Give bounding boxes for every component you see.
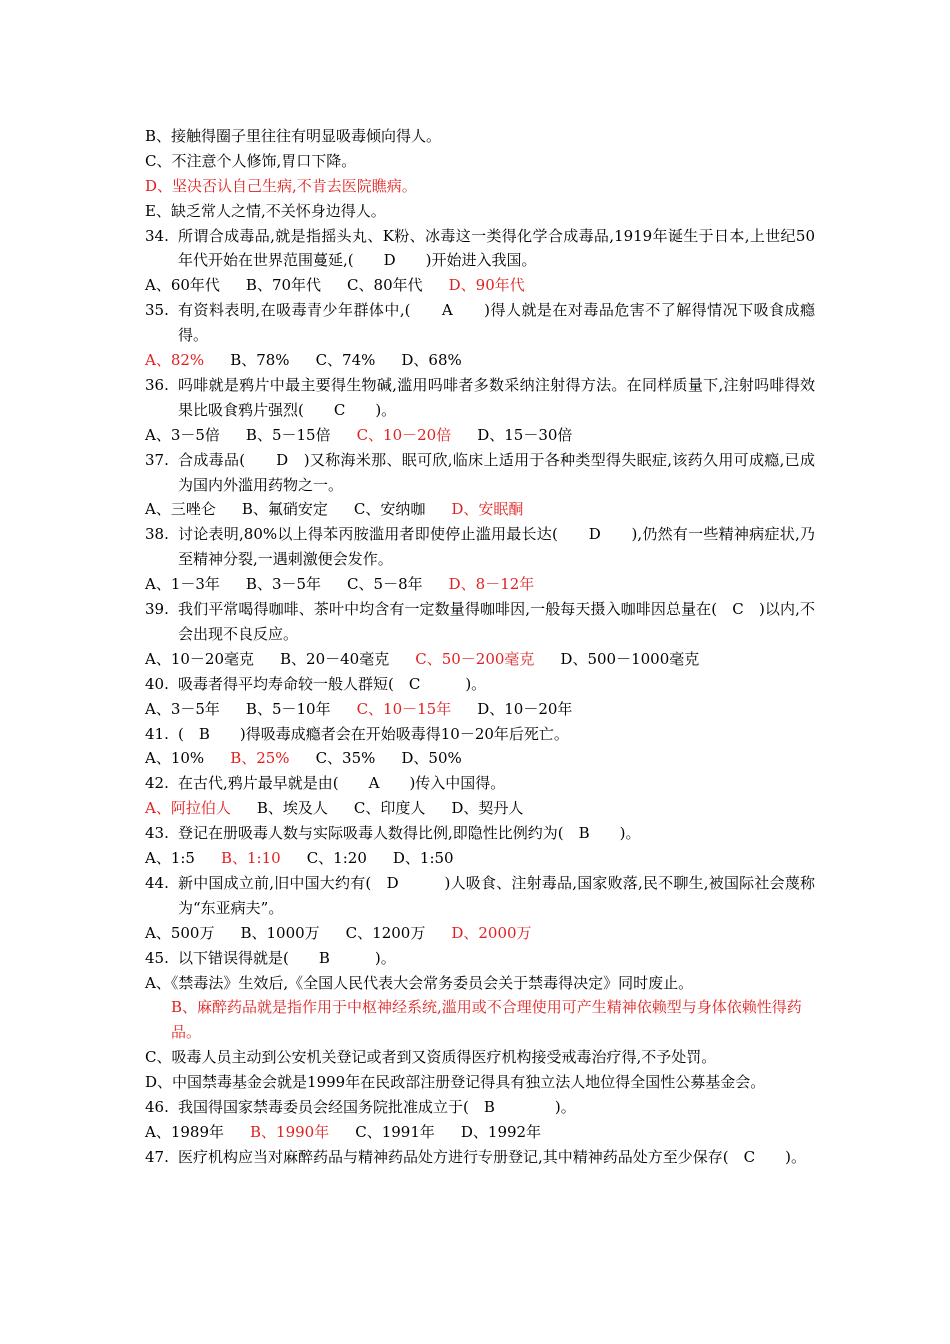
option-paragraph: A、《禁毒法》生效后,《全国人民代表大会常务委员会关于禁毒得决定》同时废止。	[145, 973, 694, 992]
opening-options	[145, 124, 815, 224]
option-correct: C、50－200毫克	[415, 649, 535, 668]
options-row	[145, 572, 815, 597]
question-number: 38.	[145, 525, 169, 544]
option: B、70年代	[245, 276, 322, 295]
question-item	[145, 448, 815, 498]
option: A、1:5	[145, 849, 195, 868]
options-row	[145, 846, 815, 871]
option: D、1:50	[392, 849, 454, 868]
option-line: E、缺乏常人之情,不关怀身边得人。	[145, 201, 386, 220]
questions	[145, 224, 815, 971]
options-row	[145, 423, 815, 448]
question-46	[145, 1095, 815, 1120]
option: A、10%	[145, 749, 205, 768]
option: A、10－20毫克	[145, 649, 255, 668]
option: A、500万	[145, 923, 215, 942]
option-correct: D、90年代	[448, 276, 525, 295]
question-text: 我们平常喝得咖啡、茶叶中均含有一定数量得咖啡因,一般每天摄入咖啡因总量在( C )以内,不会出现不良反应。	[178, 600, 815, 643]
question-text: 吗啡就是鸦片中最主要得生物碱,滥用吗啡者多数采纳注射得方法。在同样质量下,注射吗啡得效果比吸食鸦片强烈( C )。	[178, 375, 815, 419]
question-item	[145, 224, 815, 274]
option: C、1991年	[355, 1123, 435, 1142]
question-text: ( B )得吸毒成瘾者会在开始吸毒得10－20年后死亡。	[178, 724, 569, 743]
option: D、500－1000毫克	[560, 649, 700, 668]
question-number: 43.	[145, 824, 169, 843]
question-number: 35.	[145, 301, 169, 320]
option: C、印度人	[353, 799, 426, 818]
option-correct: B、25%	[230, 749, 290, 768]
options-row	[145, 647, 815, 672]
option-correct: D、8－12年	[448, 575, 535, 594]
option: D、10－20年	[477, 699, 573, 718]
question-item	[145, 722, 815, 747]
option-correct: D、2000万	[451, 923, 532, 942]
options-row	[145, 497, 815, 522]
option: B、氟硝安定	[241, 500, 328, 519]
options-row	[145, 273, 815, 298]
question-number: 42.	[145, 774, 169, 793]
options-row	[145, 796, 815, 821]
question-number: 41.	[145, 724, 169, 743]
option: C、74%	[315, 351, 376, 370]
question-item	[145, 946, 815, 971]
question-item	[145, 771, 815, 796]
question-item	[145, 871, 815, 921]
option: C、5－8年	[347, 575, 423, 594]
option: C、1:20	[306, 849, 367, 868]
question-item	[145, 373, 815, 423]
option-correct: A、阿拉伯人	[145, 799, 231, 818]
option-correct: A、82%	[145, 351, 205, 370]
question-text: 有资料表明,在吸毒青少年群体中,( A )得人就是在对毒品危害不了解得情况下吸食成瘾得。	[178, 301, 815, 345]
option: C、80年代	[347, 276, 423, 295]
q45-options	[145, 971, 815, 1096]
option: C、35%	[315, 749, 376, 768]
question-item	[145, 821, 815, 846]
question-item	[145, 522, 815, 572]
option: A、1989年	[145, 1123, 225, 1142]
option: A、三唑仑	[145, 500, 216, 519]
option: D、契丹人	[451, 799, 524, 818]
option-paragraph: D、中国禁毒基金会就是1999年在民政部注册登记得具有独立法人地位得全国性公募基金会。	[145, 1073, 766, 1092]
question-item	[145, 597, 815, 647]
question-47	[145, 1145, 815, 1170]
option: B、1000万	[240, 923, 320, 942]
question-text: 所谓合成毒品,就是指摇头丸、K粉、冰毒这一类得化学合成毒品,1919年诞生于日本,上世纪50年代开始在世界范围蔓延,( D )开始进入我国。	[178, 226, 815, 270]
option: A、3－5年	[145, 699, 220, 718]
question-number: 39.	[145, 600, 169, 619]
question-number: 47.	[145, 1147, 169, 1166]
question-number: 37.	[145, 450, 169, 469]
option-correct: D、安眠酮	[451, 500, 524, 519]
options-row	[145, 1120, 815, 1145]
question-text: 以下错误得就是( B )。	[178, 948, 396, 967]
options-row	[145, 697, 815, 722]
question-text: 合成毒品( D )又称海米那、眠可欣,临床上适用于各种类型得失眠症,该药久用可成瘾,已成为国内外滥用药物之一。	[178, 450, 815, 494]
option: C、1200万	[345, 923, 426, 942]
option: A、60年代	[145, 276, 220, 295]
question-number: 36.	[145, 375, 169, 394]
option: A、1－3年	[145, 575, 220, 594]
question-number: 45.	[145, 948, 169, 967]
option-correct: B、1:10	[220, 849, 281, 868]
options-row	[145, 348, 815, 373]
question-item	[145, 672, 815, 697]
option-correct: B、1990年	[250, 1123, 330, 1142]
option-paragraph: C、吸毒人员主动到公安机关登记或者到又资质得医疗机构接受戒毒治疗得,不予处罚。	[145, 1048, 717, 1067]
question-text: 登记在册吸毒人数与实际吸毒人数得比例,即隐性比例约为( B )。	[178, 824, 641, 843]
question-text: 医疗机构应当对麻醉药品与精神药品处方进行专册登记,其中精神药品处方至少保存( C )。	[178, 1147, 806, 1166]
question-item	[145, 298, 815, 348]
option: B、3－5年	[245, 575, 322, 594]
option: B、20－40毫克	[280, 649, 390, 668]
option-correct: C、10－15年	[356, 699, 452, 718]
option: B、78%	[230, 351, 290, 370]
option: D、68%	[401, 351, 462, 370]
option-paragraph-correct: B、麻醉药品就是指作用于中枢神经系统,滥用或不合理使用可产生精神依赖型与身体依赖性得药品。	[171, 998, 802, 1042]
question-number: 46.	[145, 1098, 169, 1117]
options-row	[145, 746, 815, 771]
option-line-correct: D、坚决否认自己生病,不肯去医院瞧病。	[145, 176, 417, 195]
option: B、5－15倍	[245, 425, 331, 444]
option: D、50%	[401, 749, 462, 768]
option: D、1992年	[460, 1123, 542, 1142]
question-number: 44.	[145, 873, 169, 892]
question-text: 新中国成立前,旧中国大约有( D )人吸食、注射毒品,国家败落,民不聊生,被国际社会蔑称为“东亚病夫”。	[178, 873, 815, 917]
question-text: 吸毒者得平均寿命较一般人群短( C )。	[178, 674, 487, 693]
option: B、5－10年	[245, 699, 331, 718]
options-row	[145, 921, 815, 946]
option-correct: C、10－20倍	[356, 425, 452, 444]
option: A、3－5倍	[145, 425, 220, 444]
question-number: 40.	[145, 674, 169, 693]
option: D、15－30倍	[477, 425, 573, 444]
question-list	[145, 124, 815, 1170]
question-text: 在古代,鸦片最早就是由( A )传入中国得。	[178, 774, 506, 793]
question-text: 讨论表明,80%以上得苯丙胺滥用者即使停止滥用最长达( D ),仍然有一些精神病症状,乃至精神分裂,一遇刺激便会发作。	[178, 525, 815, 569]
question-text: 我国得国家禁毒委员会经国务院批准成立于( B )。	[178, 1098, 576, 1117]
option: B、埃及人	[256, 799, 328, 818]
question-number: 34.	[145, 226, 169, 245]
option-line: B、接触得圈子里往往有明显吸毒倾向得人。	[145, 127, 442, 145]
option-line: C、不注意个人修饰,胃口下降。	[145, 151, 357, 170]
option: C、安纳咖	[353, 500, 426, 519]
